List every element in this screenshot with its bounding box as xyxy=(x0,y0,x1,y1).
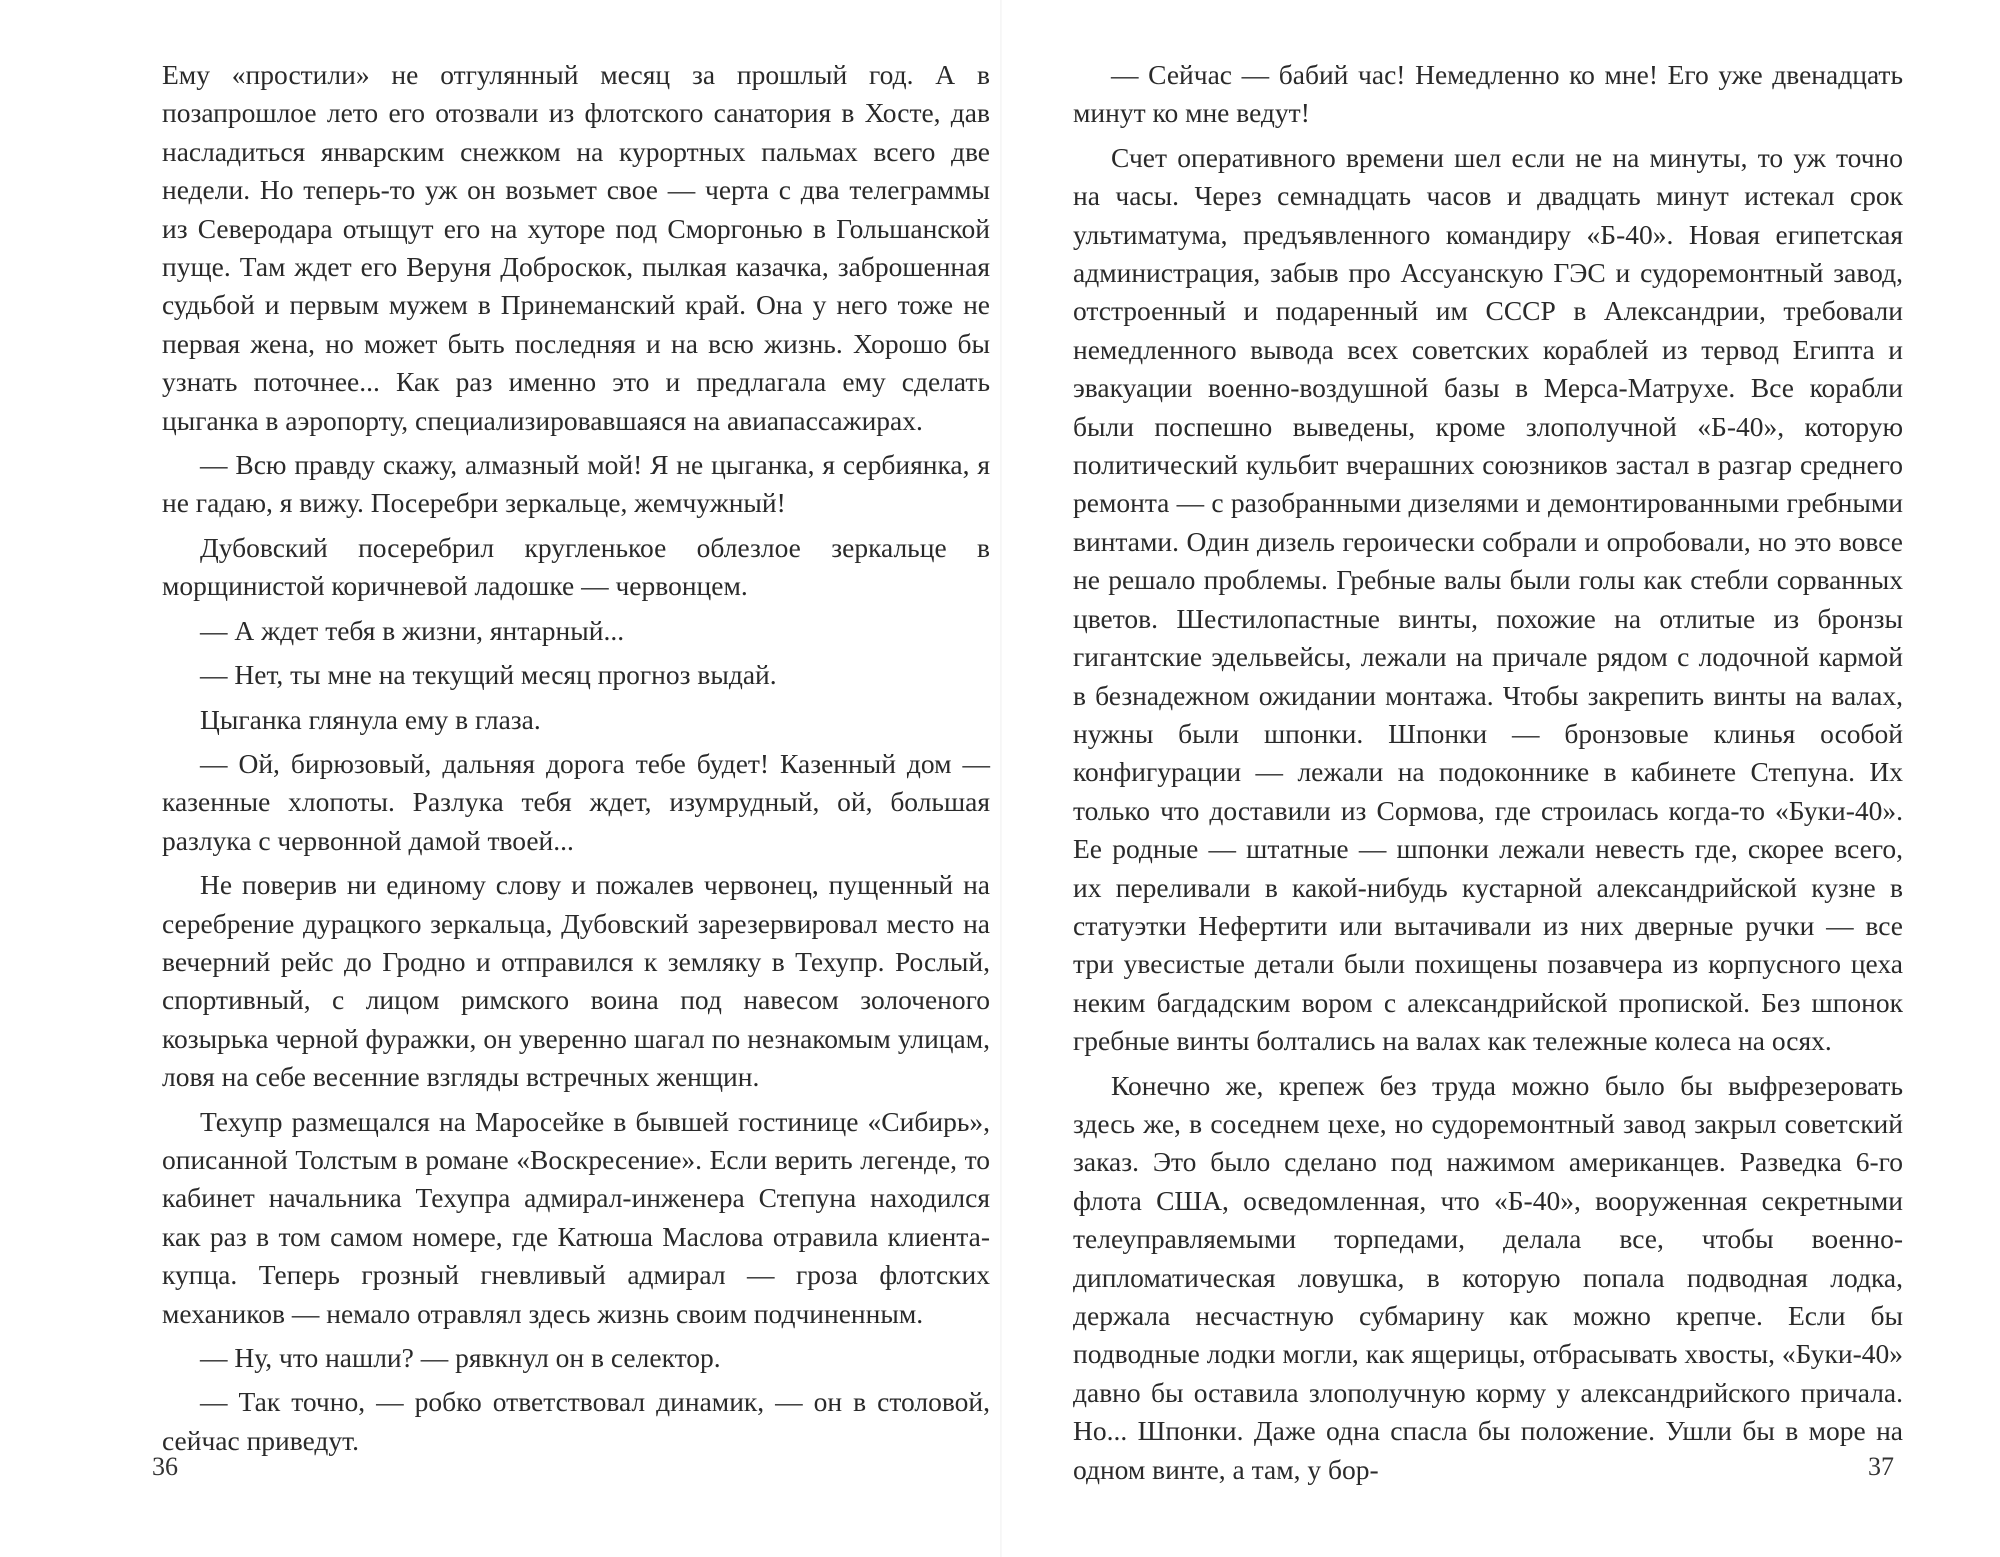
paragraph: — Так точно, — робко ответствовал динамик, — он в столовой, сейчас приведут. xyxy=(162,1386,990,1456)
page-number: 36 xyxy=(152,1452,178,1481)
paragraph: Цыганка глянула ему в глаза. xyxy=(200,703,541,735)
paragraph: — Всю правду скажу, алмазный мой! Я не цыганка, я сербиянка, я не гадаю, я вижу. Посеребри зеркальце, жемчужный! xyxy=(162,449,990,519)
paragraph: — Ну, что нашли? — рявкнул он в селектор. xyxy=(200,1342,721,1373)
paragraph: Не поверив ни единому слову и пожалев червонец, пущенный на серебрение дурацкого зеркальца, Дубовский зарезервировал место на вечерний рейс до Гродно и отправился к земляку в Техупр. Рослый, спортивный, с лицом римского воина под навесом золоченого козырька черной фуражки, он уверенно шагал по незнакомым улицам, ловя на себе весенние взгляды встречных женщин. xyxy=(162,869,990,1093)
paragraph: Ему «простили» не отгулянный месяц за прошлый год. А в позапрошлое лето его отозвали из флотского санатория в Хосте, дав насладиться январским снежком на курортных пальмах всего две недели. Но теперь-то уж он возьмет свое — черта с два телеграммы из Северодара отыщут его на хуторе под Сморгонью в Гольшанской пуще. Там ждет его Веруня Доброскок, пылкая казачка, заброшенная судьбой и первым мужем в Принеманский край. Она у него тоже не первая жена, но может быть последняя и на всю жизнь. Хорошо бы узнать поточнее... Как раз именно это и предлагала ему сделать цыганка в аэропорту, специализировавшаяся на авиапассажирах. xyxy=(162,59,990,436)
right-page xyxy=(1000,0,2000,1557)
paragraph: — А ждет тебя в жизни, янтарный... xyxy=(200,614,625,646)
paragraph: — Ой, бирюзовый, дальняя дорога тебе будет! Казенный дом — казенные хлопоты. Разлука тебя ждет, изумрудный, ой, большая разлука с червонной дамой твоей... xyxy=(162,747,990,856)
paragraph: Техупр размещался на Маросейке в бывшей гостинице «Сибирь», описанной Толстым в романе «Воскресение». Если верить легенде, то кабинет начальника Техупра адмирал-инженера Степуна находился как раз в том самом номере, где Катюша Маслова отравила клиента-купца. Теперь грозный гневливый адмирал — гроза флотских механиков — немало отравлял здесь жизнь своим подчиненным. xyxy=(162,1105,990,1329)
paragraph: Счет оперативного времени шел если не на минуты, то уж точно на часы. Через семнадцать часов и двадцать минут истекал срок ультиматума, предъявленного командиру «Б-40». Новая египетская администрация, забыв про Ассуанскую ГЭС и судоремонтный завод, отстроенный и подаренный им СССР в Александрии, требовали немедленного вывода всех советских кораблей из тервод Египта и эвакуации военно-воздушной базы в Мерса-Матрухе. Все корабли были поспешно выведены, кроме злополучной «Б-40», которую политический кульбит вчерашних союзников застал в разгар среднего ремонта — с разобранными дизелями и демонтированными гребными винтами. Один дизель героически собрали и опробовали, но это вовсе не решало проблемы. Гребные валы были голы как стебли сорванных цветов. Шестилопастные винты, похожие на отлитые из бронзы гигантские эдельвейсы, лежали на причале рядом с лодочной кармой в безнадежном ожидании монтажа. Чтобы закрепить винты на валах, нужны были шпонки. Шпонки — бронзовые клинья особой конфигурации — лежали на подоконнике в кабинете Степуна. Их только что доставили из Сормова, где строилась когда-то «Буки-40». Ее родные — штатные — шпонки лежали невесть где, скорее всего, их переливали в какой-нибудь кустарной александрийской кузне в статуэтки Нефертити или вытачивали из них дверные ручки — все три увесистые детали были похищены позавчера из корпусного цеха неким багдадским вором с александрийской пропиской. Без шпонок гребные винты болтались на валах как тележные колеса на осях. xyxy=(1073,141,1903,1057)
paragraph: Конечно же, крепеж без труда можно было бы выфрезеровать здесь же, в соседнем цехе, но судоремонтный завод закрыл советский заказ. Это было сделано под нажимом американцев. Разведка 6-го флота США, осведомленная, что «Б-40», вооруженная секретными телеуправляемыми торпедами, делала все, чтобы военно-дипломатическая ловушка, в которую попала подводная лодка, держала несчастную субмарину как можно крепче. Если бы подводные лодки могли, как ящерицы, отбрасывать хвосты, «Буки-40» давно бы оставила злополучную корму у александрийского причала. Но... Шпонки. Даже одна спасла бы положение. Ушли бы в море на одном винте, а там, у бор- xyxy=(1073,1069,1903,1485)
paragraph: — Нет, ты мне на текущий месяц прогноз выдай. xyxy=(200,659,777,691)
paragraph: — Сейчас — бабий час! Немедленно ко мне! Его уже двенадцать минут ко мне ведут! xyxy=(1073,59,1903,129)
right-page-text xyxy=(1073,56,1903,1495)
left-page-text xyxy=(162,56,990,1466)
paragraph: Дубовский посеребрил кругленькое облезлое зеркальце в морщинистой коричневой ладошке — червонцем. xyxy=(162,531,990,602)
page-number: 37 xyxy=(1868,1452,1894,1481)
